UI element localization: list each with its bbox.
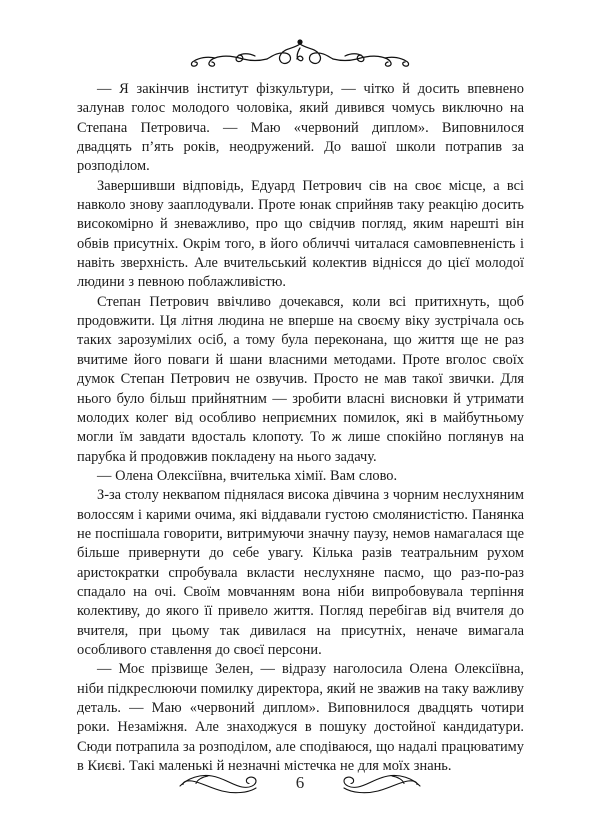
paragraph: — Олена Олексіївна, вчителька хімії. Вам слово. [97,467,398,484]
paragraph: Завершивши відповідь, Едуард Петрович сів на своє місце, а всі навколо знову зааплодували. Проте юнак сприйняв таку реакцію досить високомірно й зневажливо, про що свідчив погляд, яким нарешті він обвів присутніх. Окрім того, в його обличчі читалася самовпевненість і навіть зверхність. Але вчительський колектив віднісся до цієї молодої людини з певною поблажливістю. [77,177,524,291]
paragraph: З-за столу неквапом піднялася висока дівчина з чорним неслухняним волоссям і карими очима, які віддавали густою смолянистістю. Панянка не поспішала говорити, витримуючи значну паузу, немов намагалася ще більше привернути до себе увагу. Кілька разів театральним рухом аристократки спробувала вкласти неслухняне пасмо, що раз-по-раз спадало на очі. Своїм мовчанням вона ніби випробовувала терпіння колективу, до якого її привело життя. Погляд перебігав від вчителя до вчителя, при цьому так дивилася на присутніх, неначе вимагала особливого ставлення до своєї персони. [77,487,524,658]
page-number: 6 [295,772,305,792]
paragraph: Степан Петрович ввічливо дочекався, коли всі притихнуть, щоб продовжити. Ця літня людина не вперше на своєму віку зустрічала ось таких зарозумілих осіб, а тому була переконана, що життя ще не раз вчитиме його поваги й шани власними методами. Проте вголос своїх думок Степан Петрович не озвучив. Просто не мав такої звички. Для нього було більш прийнятним — зробити власні висновки й утримати молодих колег від особливо неприємних помилок, які в майбутньому могли їм завдати вдосталь клопоту. То ж лише спокійно поглянув на парубка й продовжив покладену на нього задачу. [77,293,524,465]
page-footer [0,762,600,804]
header-ornament [0,30,600,74]
flourish-swirl-left-icon [178,770,262,796]
paragraph: — Я закінчив інститут фізкультури, — чітко й досить впевнено залунав голос молодого чоловіка, який дивився чомусь виключно на Степана Петровича. — Маю «червоний диплом». Виповнилося двадцять п’ять років, неодружений. До вашої школи потрапив за розподілом. [77,81,524,175]
decorative-flourish-divider-icon [185,32,415,72]
ornament-center-dot [297,39,302,44]
flourish-swirl-right-icon [338,770,422,796]
paragraph: — Моє прізвище Зелен, — відразу наголосила Олена Олексіївна, ніби підкреслюючи помилку директора, який не зважив на таку важливу деталь. — Маю «червоний диплом». Виповнилося двадцять чотири роки. Незаміжня. Але знаходжуся в пошуку достойної кандидатури. Сюди потрапила за розподілом, але сподіваюся, що надалі працюватиму в Києві. Такі маленькі й незначні містечка не для моїх знань. [77,661,524,775]
page-text-body [77,80,524,776]
